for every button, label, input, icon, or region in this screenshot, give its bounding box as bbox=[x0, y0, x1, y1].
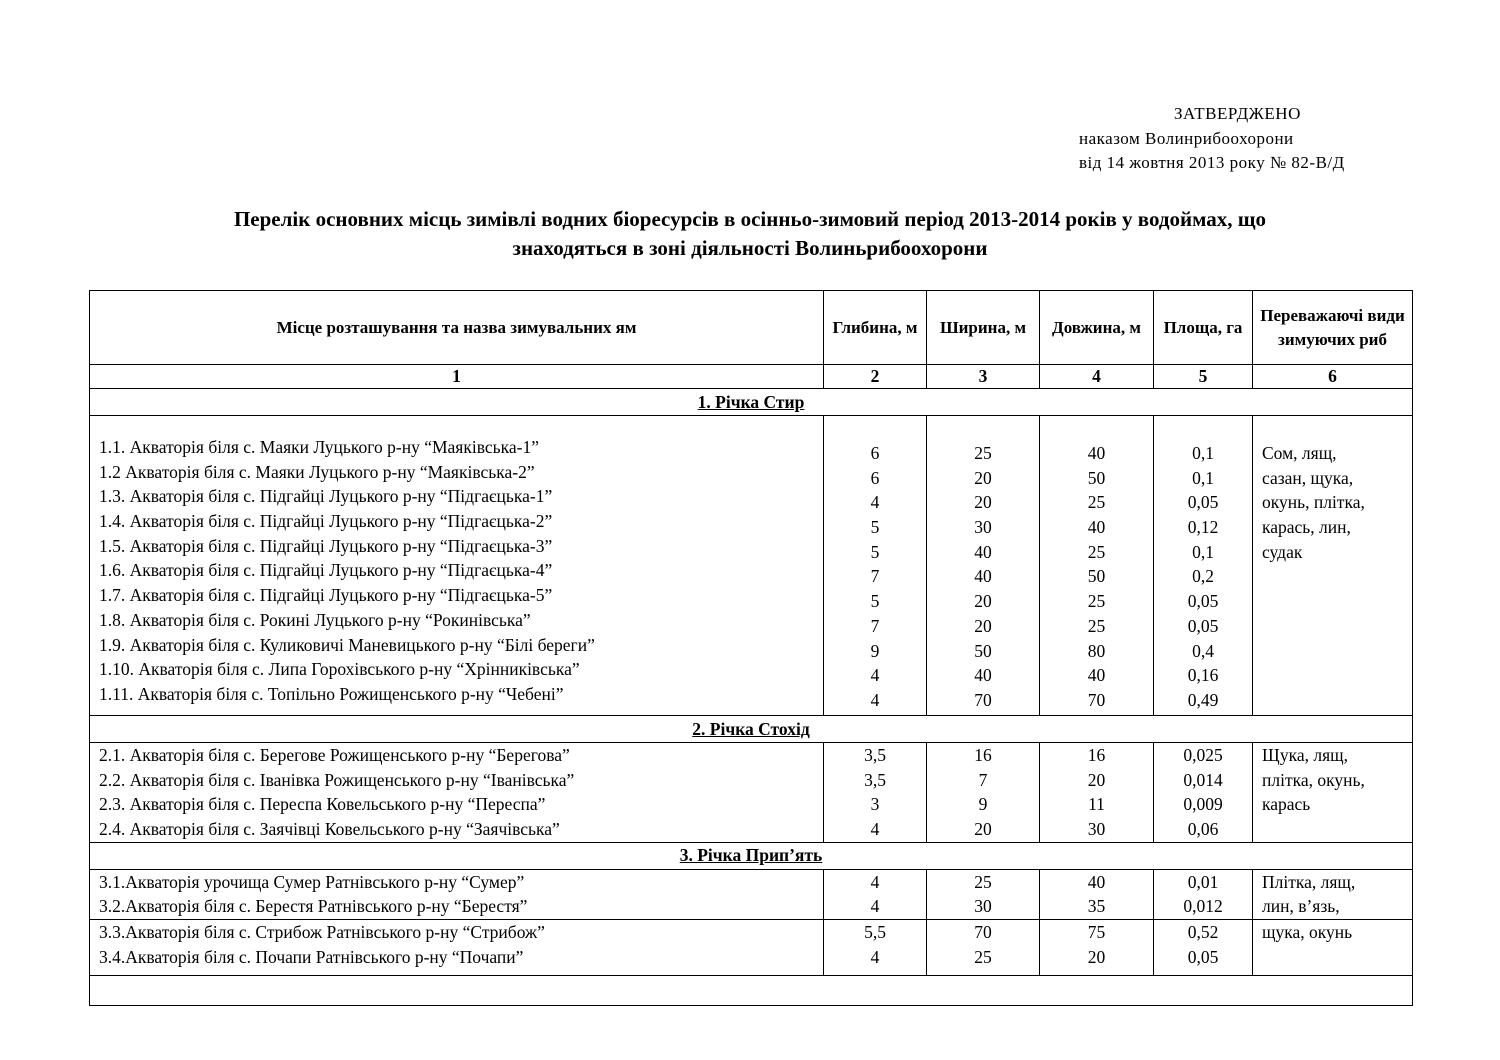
cell-line: 6 bbox=[870, 443, 880, 463]
cell-line: 25 bbox=[1087, 615, 1106, 636]
cell-line: 0,1 bbox=[1192, 467, 1214, 488]
cell-line: 0,05 bbox=[1187, 492, 1219, 513]
cell-line: 3,5 bbox=[864, 745, 886, 765]
cell-line: 25 bbox=[1087, 492, 1106, 513]
cell-line: 1.4. Акваторія біля с. Підгайці Луцького р-ну “Підгаєцька-2” bbox=[99, 511, 553, 532]
cell-line: 40 bbox=[974, 566, 992, 587]
header-place: Місце розташування та назва зимувальних ям bbox=[90, 291, 824, 365]
cell-line: карась, лин, bbox=[1262, 517, 1351, 538]
cell-line: 20 bbox=[974, 492, 992, 513]
cell-line: 25 bbox=[1087, 591, 1106, 612]
fish-cell bbox=[1253, 869, 1413, 919]
cell-line: 70 bbox=[974, 689, 992, 710]
cell-line: 70 bbox=[1087, 689, 1106, 710]
header-length: Довжина, м bbox=[1040, 291, 1154, 365]
cell-line: 75 bbox=[1087, 922, 1106, 943]
section-body bbox=[90, 920, 1413, 976]
cell-line: 2.4. Акваторія біля с. Заячівці Ковельського р-ну “Заячівська” bbox=[99, 819, 560, 840]
cell-line: 0,01 bbox=[1187, 871, 1219, 892]
cell-line: 0,06 bbox=[1187, 819, 1219, 840]
document-title bbox=[90, 205, 1410, 263]
cell-line: 1.6. Акваторія біля с. Підгайці Луцького р-ну “Підгаєцька-4” bbox=[99, 560, 553, 581]
place-cell bbox=[90, 743, 824, 843]
approval-line-3: від 14 жовтня 2013 року № 82-В/Д bbox=[1079, 153, 1345, 172]
cell-line: 4 bbox=[870, 819, 880, 840]
section-body bbox=[90, 743, 1413, 843]
empty-cell bbox=[90, 976, 1413, 1006]
approval-line-1: ЗАТВЕРДЖЕНО bbox=[1174, 104, 1301, 123]
col-number: 4 bbox=[1040, 365, 1154, 389]
title-line-1: Перелік основних місць зимівлі водних біоресурсів в осінньо-зимовий період 2013-2014 років у водоймах, що bbox=[233, 207, 1267, 231]
cell-line: 0,05 bbox=[1187, 946, 1219, 967]
cell-line: 3.4.Акваторія біля с. Почапи Ратнівського р-ну “Почапи” bbox=[99, 946, 524, 967]
cell-line: 35 bbox=[1087, 896, 1106, 917]
cell-line: 0,025 bbox=[1183, 745, 1223, 765]
cell-line: 30 bbox=[974, 517, 992, 538]
cell-line: 4 bbox=[870, 665, 880, 686]
cell-line: щука, окунь bbox=[1262, 922, 1353, 943]
cell-line: 3 bbox=[870, 794, 880, 815]
cell-line: 5,5 bbox=[864, 922, 886, 943]
cell-line: 20 bbox=[974, 819, 992, 840]
cell-line: 0,014 bbox=[1183, 769, 1223, 790]
cell-line: 5 bbox=[870, 517, 880, 538]
width-cell bbox=[927, 416, 1040, 716]
cell-line: 4 bbox=[870, 689, 880, 710]
cell-line: 25 bbox=[1087, 541, 1106, 562]
cell-line: Плітка, лящ, bbox=[1262, 871, 1356, 892]
cell-line: 0,05 bbox=[1187, 591, 1219, 612]
cell-line: 0,12 bbox=[1187, 517, 1219, 538]
section-header bbox=[90, 842, 1413, 869]
cell-line: 1.7. Акваторія біля с. Підгайці Луцького р-ну “Підгаєцька-5” bbox=[99, 585, 553, 606]
cell-line: карась bbox=[1262, 794, 1311, 815]
cell-line: 30 bbox=[1087, 819, 1106, 840]
title-line-2: знаходяться в зоні діяльності Волиньрибоохорони bbox=[512, 236, 988, 260]
cell-line: 1.9. Акваторія біля с. Куликовичі Маневицького р-ну “Білі береги” bbox=[99, 634, 595, 655]
cell-line: 40 bbox=[1087, 443, 1106, 463]
cell-line: 20 bbox=[974, 591, 992, 612]
cell-line: 0,52 bbox=[1187, 922, 1219, 943]
cell-line: 0,16 bbox=[1187, 665, 1219, 686]
depth-cell bbox=[824, 743, 927, 843]
depth-cell bbox=[824, 869, 927, 919]
cell-line: 4 bbox=[870, 946, 880, 967]
length-cell bbox=[1040, 416, 1154, 716]
approval-line-2: наказом Волинрибоохорони bbox=[1079, 129, 1294, 148]
fish-cell bbox=[1253, 743, 1413, 843]
cell-line: 9 bbox=[978, 794, 988, 815]
col-number: 2 bbox=[824, 365, 927, 389]
cell-line: 2.1. Акваторія біля с. Берегове Рожищенського р-ну “Берегова” bbox=[99, 745, 570, 765]
cell-line: 0,009 bbox=[1183, 794, 1223, 815]
place-cell bbox=[90, 416, 824, 716]
cell-line: 2.2. Акваторія біля с. Іванівка Рожищенського р-ну “Іванівська” bbox=[99, 769, 575, 790]
cell-line: 20 bbox=[974, 615, 992, 636]
cell-line: 0,49 bbox=[1187, 689, 1219, 710]
cell-line: 3.2.Акваторія біля с. Берестя Ратнівського р-ну “Берестя” bbox=[99, 896, 528, 917]
width-cell bbox=[927, 743, 1040, 843]
cell-line: 50 bbox=[1087, 467, 1106, 488]
section-header bbox=[90, 389, 1413, 416]
cell-line: 11 bbox=[1088, 794, 1105, 815]
cell-line: 3.3.Акваторія біля с. Стрибож Ратнівського р-ну “Стрибож” bbox=[99, 922, 545, 943]
cell-line: 20 bbox=[1087, 946, 1106, 967]
cell-line: 16 bbox=[1087, 745, 1106, 765]
cell-line: 2.3. Акваторія біля с. Переспа Ковельського р-ну “Переспа” bbox=[99, 794, 546, 815]
cell-line: плітка, окунь, bbox=[1262, 769, 1365, 790]
length-cell bbox=[1040, 743, 1154, 843]
area-cell bbox=[1154, 869, 1253, 919]
cell-line: 0,2 bbox=[1192, 566, 1214, 587]
header-fish: Переважаючі види зимуючих риб bbox=[1253, 291, 1413, 365]
cell-line: 3.1.Акваторія урочища Сумер Ратнівського р-ну “Сумер” bbox=[99, 871, 525, 892]
place-cell bbox=[90, 920, 824, 976]
cell-line: 40 bbox=[1087, 871, 1106, 892]
cell-line: 25 bbox=[974, 946, 992, 967]
area-cell bbox=[1154, 920, 1253, 976]
cell-line: 5 bbox=[870, 591, 880, 612]
cell-line: 1.10. Акваторія біля с. Липа Горохівського р-ну “Хрінниківська” bbox=[99, 659, 580, 680]
cell-line: 1.3. Акваторія біля с. Підгайці Луцького р-ну “Підгаєцька-1” bbox=[99, 486, 553, 507]
cell-line: 25 bbox=[974, 871, 992, 892]
cell-line: 1.8. Акваторія біля с. Рокині Луцького р-ну “Рокинівська” bbox=[99, 609, 531, 630]
section-body bbox=[90, 869, 1413, 919]
cell-line: 40 bbox=[974, 541, 992, 562]
cell-line: 0,4 bbox=[1192, 640, 1214, 661]
header-row bbox=[90, 291, 1413, 365]
cell-line: 0,1 bbox=[1192, 541, 1214, 562]
cell-line: лин, в’язь, bbox=[1262, 896, 1340, 917]
cell-line: окунь, плітка, bbox=[1262, 492, 1365, 513]
cell-line: 4 bbox=[870, 896, 880, 917]
cell-line: 1.1. Акваторія біля с. Маяки Луцького р-ну “Маяківська-1” bbox=[99, 437, 539, 457]
cell-line: 3,5 bbox=[864, 769, 886, 790]
cell-line: 6 bbox=[870, 467, 880, 488]
section-title: 3. Річка Прип’ять bbox=[679, 845, 823, 866]
col-number: 3 bbox=[927, 365, 1040, 389]
cell-line: 5 bbox=[870, 541, 880, 562]
cell-line: сазан, щука, bbox=[1262, 467, 1354, 488]
cell-line: 0,012 bbox=[1183, 896, 1223, 917]
width-cell bbox=[927, 869, 1040, 919]
length-cell bbox=[1040, 920, 1154, 976]
cell-line: 20 bbox=[974, 467, 992, 488]
col-number: 6 bbox=[1253, 365, 1413, 389]
cell-line: 40 bbox=[974, 665, 992, 686]
header-width: Ширина, м bbox=[927, 291, 1040, 365]
cell-line: Щука, лящ, bbox=[1262, 745, 1349, 765]
cell-line: 9 bbox=[870, 640, 880, 661]
col-number: 5 bbox=[1154, 365, 1253, 389]
length-cell bbox=[1040, 869, 1154, 919]
cell-line: 25 bbox=[974, 443, 992, 463]
cell-line: 7 bbox=[870, 615, 880, 636]
header-depth: Глибина, м bbox=[824, 291, 927, 365]
depth-cell bbox=[824, 920, 927, 976]
area-cell bbox=[1154, 416, 1253, 716]
fish-cell bbox=[1253, 416, 1413, 716]
wintering-table bbox=[89, 290, 1413, 1006]
cell-line: 0,1 bbox=[1192, 443, 1214, 463]
cell-line: Сом, лящ, bbox=[1262, 443, 1337, 463]
cell-line: 20 bbox=[1087, 769, 1106, 790]
place-cell bbox=[90, 869, 824, 919]
cell-line: 16 bbox=[974, 745, 992, 765]
cell-line: 1.5. Акваторія біля с. Підгайці Луцького р-ну “Підгаєцька-3” bbox=[99, 535, 553, 556]
cell-line: судак bbox=[1262, 541, 1303, 562]
cell-line: 30 bbox=[974, 896, 992, 917]
cell-line: 50 bbox=[974, 640, 992, 661]
cell-line: 1.11. Акваторія біля с. Топільно Рожищенського р-ну “Чебені” bbox=[99, 683, 564, 704]
width-cell bbox=[927, 920, 1040, 976]
section-header bbox=[90, 716, 1413, 743]
depth-cell bbox=[824, 416, 927, 716]
section-body bbox=[90, 416, 1413, 716]
cell-line: 80 bbox=[1087, 640, 1106, 661]
fish-cell bbox=[1253, 920, 1413, 976]
cell-line: 70 bbox=[974, 922, 992, 943]
cell-line: 40 bbox=[1087, 665, 1106, 686]
cell-line: 1.2 Акваторія біля с. Маяки Луцького р-ну “Маяківська-2” bbox=[99, 461, 535, 482]
col-number: 1 bbox=[90, 365, 824, 389]
cell-line: 40 bbox=[1087, 517, 1106, 538]
cell-line: 4 bbox=[870, 492, 880, 513]
column-numbers-row bbox=[90, 365, 1413, 389]
cell-line: 7 bbox=[870, 566, 880, 587]
section-title: 1. Річка Стир bbox=[697, 391, 805, 412]
cell-line: 0,05 bbox=[1187, 615, 1219, 636]
header-area: Площа, га bbox=[1154, 291, 1253, 365]
section-title: 2. Річка Стохід bbox=[692, 718, 810, 739]
empty-row bbox=[90, 976, 1413, 1006]
cell-line: 50 bbox=[1087, 566, 1106, 587]
cell-line: 7 bbox=[978, 769, 988, 790]
area-cell bbox=[1154, 743, 1253, 843]
cell-line: 4 bbox=[870, 871, 880, 892]
